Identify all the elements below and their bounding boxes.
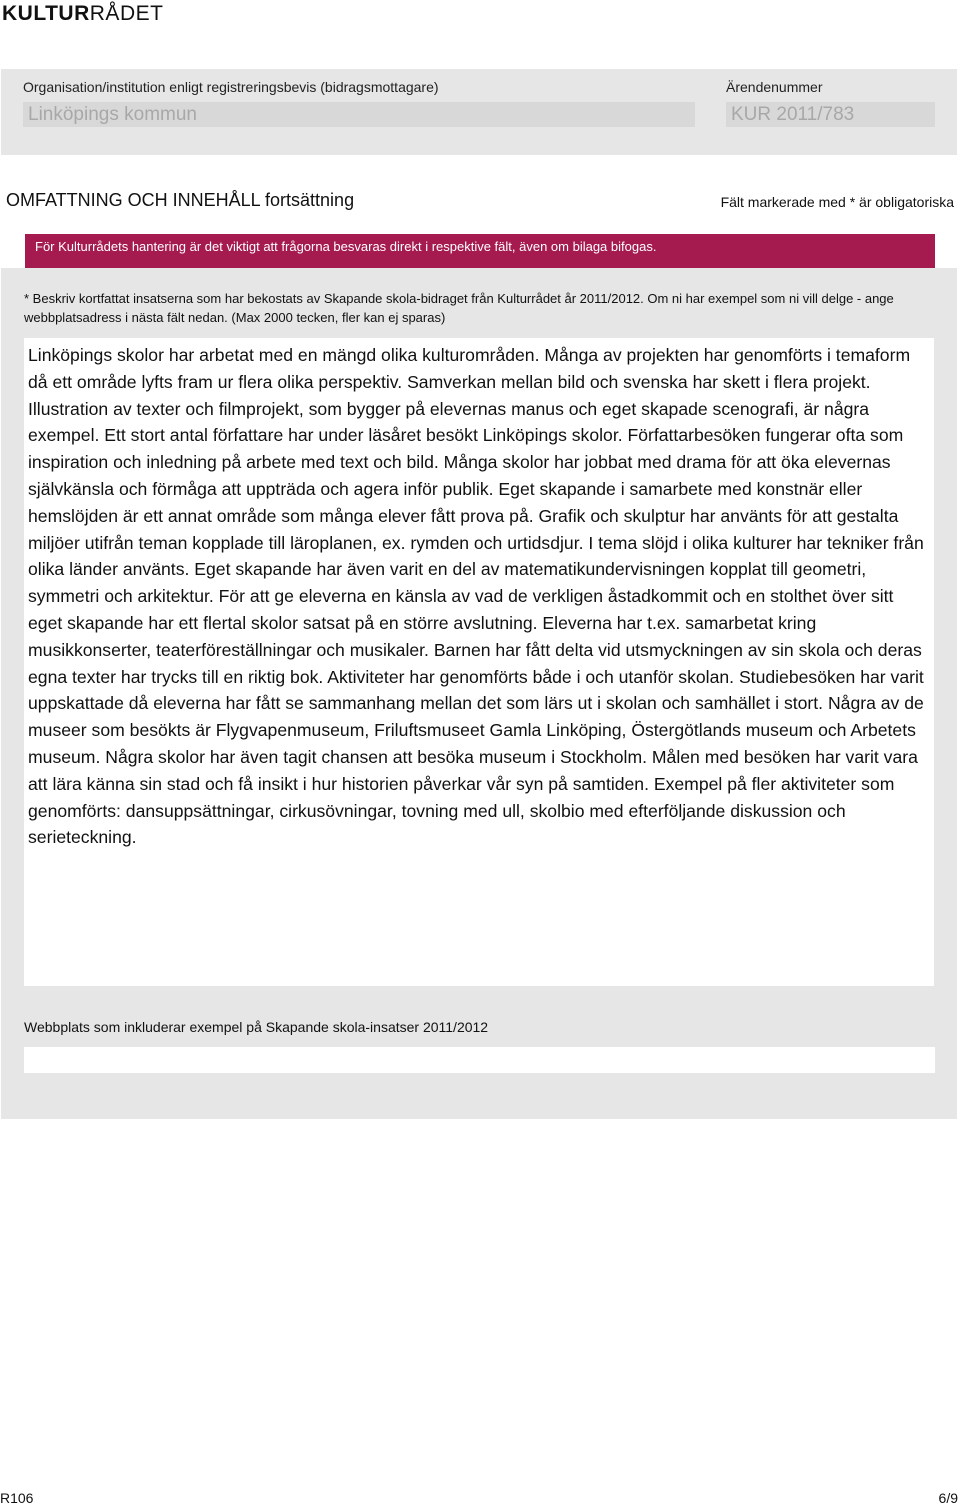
required-fields-note: Fält markerade med * är obligatoriska bbox=[720, 194, 954, 210]
question-text: * Beskriv kortfattat insatserna som har bekostats av Skapande skola-bidraget från Kulturrådet år 2011/2012. Om ni har exempel som ni vill delge - ange webbplatsadress i nästa fält nedan. (Max 2000 tecken, fler kan ej sparas) bbox=[24, 291, 894, 325]
case-number-field[interactable]: KUR 2011/783 bbox=[726, 102, 935, 127]
website-label: Webbplats som inkluderar exempel på Skapande skola-insatser 2011/2012 bbox=[24, 1019, 489, 1035]
recipient-panel bbox=[1, 69, 957, 155]
org-label: Organisation/institution enligt registreringsbevis (bidragsmottagare) bbox=[23, 79, 439, 95]
section-title: OMFATTNING OCH INNEHÅLL fortsättning bbox=[6, 190, 355, 210]
website-field[interactable] bbox=[24, 1047, 935, 1073]
org-field[interactable]: Linköpings kommun bbox=[23, 102, 695, 127]
page-number: 6/9 bbox=[938, 1490, 958, 1506]
form-code: R106 bbox=[0, 1490, 34, 1506]
kulturradet-logo bbox=[2, 2, 163, 26]
case-number-label: Ärendenummer bbox=[726, 79, 823, 95]
alert-banner: För Kulturrådets hantering är det viktigt att frågorna besvaras direkt i respektive fält, även om bilaga bifogas. bbox=[25, 234, 935, 268]
answer-textarea[interactable]: Linköpings skolor har arbetat med en mängd olika kulturområden. Många av projekten har genomförts i temaform då ett område lyfts fram ur flera olika perspektiv. Samverkan mellan bild och svenska har skett i flera projekt. Illustration av texter och filmprojekt, som bygger på elevernas manus och eget skapade scenografi, är några exempel. Ett stort antal författare har under läsåret besökt Linköpings skolor. Författarbesöken fungerar ofta som inspiration och inledning på arbete med text och bild. Många skolor har jobbat med drama för att öka elevernas självkänsla och förmåga att uppträda och agera inför publik. Eget skapande i samarbete med konstnär eller hemslöjden är ett annat område som många elever fått prova på. Grafik och skulptur har använts för att gestalta miljöer utifrån teman kopplade till läroplanen, ex. rymden och urtidsdjur. I tema slöjd i olika kulturer har tekniker från olika länder använts. Eget skapande har även varit en del av matematikundervisningen kopplat till geometri, symmetri och arkitektur. För att ge eleverna en känsla av vad de verkligen åstadkommit och en stolthet över sitt eget skapande har ett flertal skolor satsat på en större avslutning. Eleverna har t.ex. samarbetat kring musikkonserter, teaterföreställningar och musikaler. Barnen har fått delta vid utsmyckningen av sin skola och deras egna texter har trycks till en riktig bok. Aktiviteter har genomförts både i och utanför skolan. Studiebesöken har varit uppskattade då eleverna har fått se sammanhang mellan det som lärs ut i skolan och samhället i stort. Några av de museer som besökts är Flygvapenmuseum, Friluftsmuseet Gamla Linköping, Östergötlands museum och Arbetets museum. Några skolor har även tagit chansen att besöka museum i Stockholm. Målen med besöken har varit vara att lära känna sin stad och få insikt i hur historien påverkar vår syn på samtiden. Exempel på fler aktiviteter som genomförts: dansuppsättningar, cirkusövningar, tovning med ull, skolbio med efterföljande diskussion och serieteckning. bbox=[24, 338, 934, 986]
logo-bold-text: KULTUR bbox=[2, 2, 90, 25]
logo-light-text: RÅDET bbox=[89, 2, 164, 25]
